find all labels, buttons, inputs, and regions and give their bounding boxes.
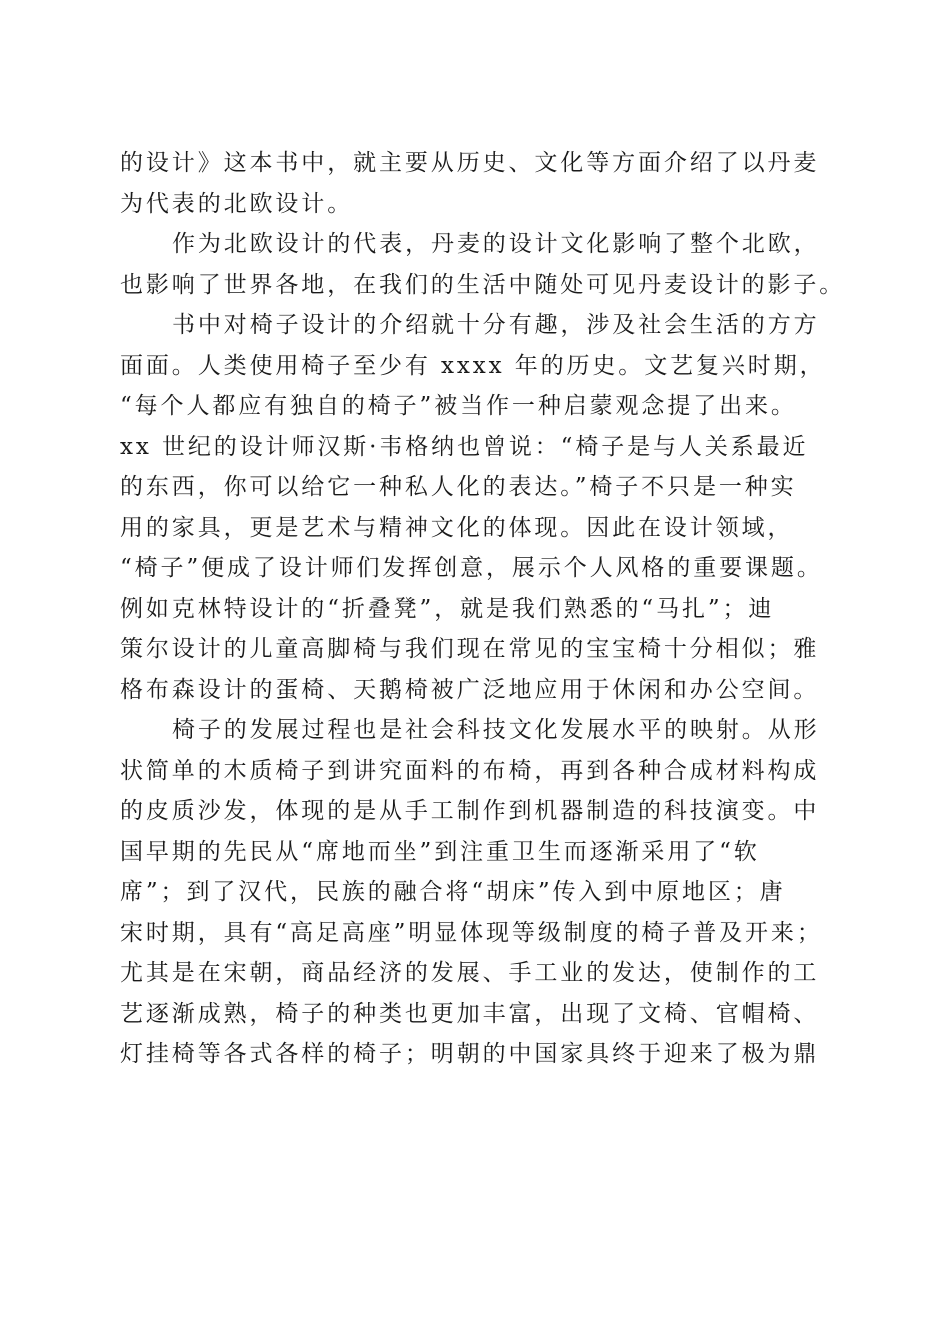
text-line: 艺逐渐成熟，椅子的种类也更加丰富，出现了文椅、官帽椅、 (120, 1000, 820, 1027)
text-line: 面面。人类使用椅子至少有 xxxx 年的历史。文艺复兴时期， (120, 352, 826, 379)
text-line: 状简单的木质椅子到讲究面料的布椅，再到各种合成材料构成 (120, 757, 820, 784)
text-line: 灯挂椅等各式各样的椅子；明朝的中国家具终于迎来了极为鼎 (120, 1041, 820, 1067)
text-line: 国早期的先民从“席地而坐”到注重卫生而逐渐采用了“软 (120, 838, 760, 865)
paragraph-start-line: 椅子的发展过程也是社会科技文化发展水平的映射。从形 (172, 717, 820, 743)
text-line: 的东西，你可以给它一种私人化的表达。”椅子不只是一种实 (120, 474, 797, 500)
text-line: 为代表的北欧设计。 (120, 190, 354, 217)
text-line: 的设计》这本书中，就主要从历史、文化等方面介绍了以丹麦 (120, 150, 820, 176)
text-line: “椅子”便成了设计师们发挥创意，展示个人风格的重要课题。 (120, 555, 823, 581)
text-line: xx 世纪的设计师汉斯·韦格纳也曾说：“椅子是与人关系最近 (120, 433, 809, 460)
text-line: 尤其是在宋朝，商品经济的发展、手工业的发达，使制作的工 (120, 960, 820, 986)
text-line: 宋时期，具有“高足高座”明显体现等级制度的椅子普及开来； (120, 919, 823, 946)
text-line: 格布森设计的蛋椅、天鹅椅被广泛地应用于休闲和办公空间。 (120, 676, 820, 703)
text-line: 席”；到了汉代，民族的融合将“胡床”传入到中原地区；唐 (120, 879, 786, 905)
text-line: “每个人都应有独自的椅子”被当作一种启蒙观念提了出来。 (120, 393, 797, 419)
body-text (120, 143, 846, 1075)
paragraph-start-line: 书中对椅子设计的介绍就十分有趣，涉及社会生活的方方 (172, 312, 820, 338)
text-line: 也影响了世界各地，在我们的生活中随处可见丹麦设计的影子。 (120, 271, 846, 298)
paragraph-start-line: 作为北欧设计的代表，丹麦的设计文化影响了整个北欧， (172, 231, 820, 257)
text-line: 用的家具，更是艺术与精神文化的体现。因此在设计领域， (120, 514, 794, 541)
text-line: 例如克林特设计的“折叠凳”，就是我们熟悉的“马扎”；迪 (120, 595, 775, 622)
text-line: 的皮质沙发，体现的是从手工制作到机器制造的科技演变。中 (120, 798, 820, 824)
text-line: 策尔设计的儿童高脚椅与我们现在常见的宝宝椅十分相似；雅 (120, 636, 820, 662)
